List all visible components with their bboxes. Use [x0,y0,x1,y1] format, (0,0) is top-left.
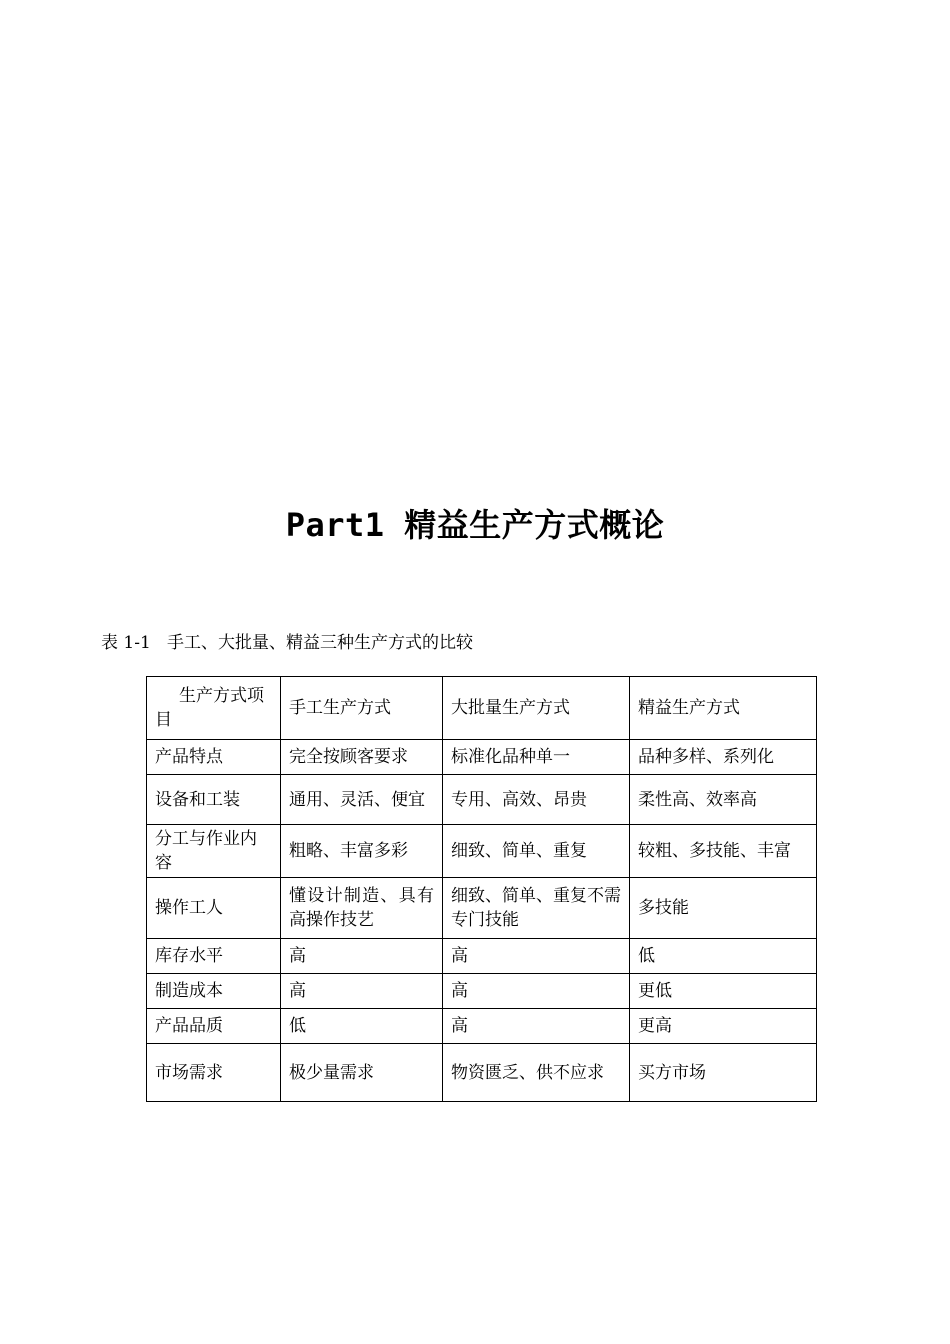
table-cell: 粗略、丰富多彩 [281,825,443,878]
table-cell: 更高 [630,1009,817,1044]
table-cell: 标准化品种单一 [443,740,630,775]
header-cell-mass: 大批量生产方式 [443,677,630,740]
table-cell: 产品品质 [147,1009,281,1044]
table-cell: 买方市场 [630,1044,817,1102]
table-cell: 低 [630,939,817,974]
table-cell: 高 [281,939,443,974]
table-row [147,939,817,974]
table-cell: 多技能 [630,878,817,939]
table-cell: 柔性高、效率高 [630,775,817,825]
table-cell: 高 [443,1009,630,1044]
table-cell: 懂设计制造、具有高操作技艺 [281,878,443,939]
table-cell: 分工与作业内容 [147,825,281,878]
table-row [147,775,817,825]
table-row [147,825,817,878]
table-cell: 库存水平 [147,939,281,974]
table-cell: 操作工人 [147,878,281,939]
table-cell: 高 [281,974,443,1009]
table-cell: 完全按顾客要求 [281,740,443,775]
comparison-table [146,676,817,1102]
header-cell-lean: 精益生产方式 [630,677,817,740]
page-title: Part1 精益生产方式概论 [285,506,665,544]
table-row [147,1044,817,1102]
table-cell: 产品特点 [147,740,281,775]
table-cell: 物资匮乏、供不应求 [443,1044,630,1102]
table-cell: 细致、简单、重复 [443,825,630,878]
table-row [147,974,817,1009]
table-cell: 品种多样、系列化 [630,740,817,775]
table-cell: 制造成本 [147,974,281,1009]
table-cell: 高 [443,939,630,974]
table-header-row [147,677,817,740]
table-cell: 更低 [630,974,817,1009]
table-caption: 表 1-1 手工、大批量、精益三种生产方式的比较 [101,633,473,653]
table-cell: 低 [281,1009,443,1044]
table-cell: 市场需求 [147,1044,281,1102]
table-row [147,878,817,939]
table-cell: 细致、简单、重复不需专门技能 [443,878,630,939]
table-row [147,740,817,775]
table-cell: 专用、高效、昂贵 [443,775,630,825]
table-cell: 极少量需求 [281,1044,443,1102]
table-cell: 高 [443,974,630,1009]
table-row [147,1009,817,1044]
table-cell: 设备和工装 [147,775,281,825]
header-cell-manual: 手工生产方式 [281,677,443,740]
header-cell-item: 生产方式项目 [147,677,281,740]
table-cell: 较粗、多技能、丰富 [630,825,817,878]
table-cell: 通用、灵活、便宜 [281,775,443,825]
